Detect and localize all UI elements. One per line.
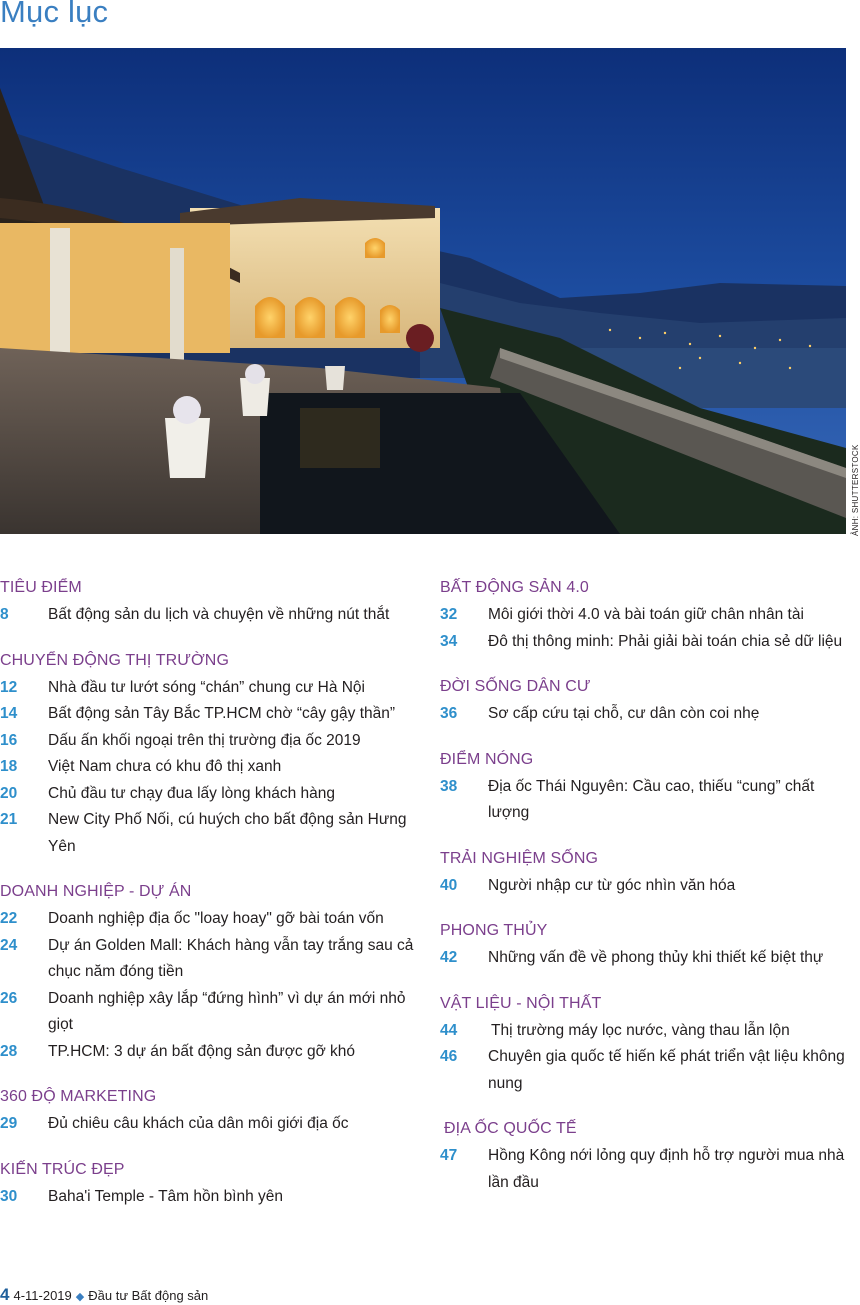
toc-section — [440, 921, 850, 972]
toc-entry[interactable] — [0, 1111, 420, 1138]
toc-section — [440, 1119, 850, 1196]
page-number: 20 — [0, 784, 18, 802]
page-number: 21 — [0, 811, 18, 828]
toc-section — [440, 578, 850, 655]
page-number: 42 — [440, 949, 458, 966]
page-number: 38 — [440, 777, 458, 795]
page-footer — [0, 1285, 208, 1305]
toc-entry[interactable] — [0, 728, 420, 755]
toc-entry[interactable] — [440, 774, 850, 827]
toc-entry[interactable] — [0, 1184, 420, 1211]
page-number: 32 — [440, 606, 458, 623]
toc-section — [440, 750, 850, 827]
section-title: ĐIỂM NÓNG — [440, 750, 534, 768]
section-title: ĐỊA ỐC QUỐC TẾ — [444, 1120, 577, 1137]
entry-title: Những vấn đề về phong thủy khi thiết kế biệt thự — [488, 949, 824, 966]
diamond-icon: ◆ — [75, 1291, 85, 1303]
page-number: 29 — [0, 1115, 18, 1132]
toc-entry[interactable] — [0, 701, 420, 728]
entry-title: Người nhập cư từ góc nhìn văn hóa — [488, 876, 736, 894]
entry-title: Baha'i Temple - Tâm hồn bình yên — [48, 1187, 284, 1205]
entry-title: Môi giới thời 4.0 và bài toán giữ chân nhân tài — [488, 606, 804, 623]
section-title: VẬT LIỆU - NỘI THẤT — [440, 994, 602, 1012]
entry-title: Dấu ấn khối ngoại trên thị trường địa ốc 2019 — [48, 731, 361, 749]
page-number: 46 — [440, 1048, 458, 1065]
toc-section — [440, 994, 850, 1098]
page-number: 16 — [0, 731, 18, 749]
page-title: Mục lục — [0, 0, 109, 29]
toc-entry[interactable] — [0, 986, 420, 1039]
toc-section — [0, 651, 420, 861]
toc-entry[interactable] — [0, 754, 420, 781]
page-number: 22 — [0, 910, 18, 927]
entry-title: Hồng Kông nới lỏng quy định hỗ trợ người mua nhà lần đầu — [488, 1147, 845, 1191]
toc-right-column — [440, 578, 850, 1218]
entry-title: Doanh nghiệp địa ốc "loay hoay" gỡ bài toán vốn — [48, 910, 384, 927]
toc-section — [0, 1160, 420, 1211]
toc-entry[interactable] — [440, 629, 850, 656]
toc-entry[interactable] — [440, 945, 850, 972]
page-number: 26 — [0, 989, 18, 1007]
entry-title: Thị trường máy lọc nước, vàng thau lẫn lộn — [491, 1021, 790, 1039]
section-title: CHUYỂN ĐỘNG THỊ TRƯỜNG — [0, 651, 230, 669]
toc-section — [440, 677, 850, 728]
section-title: 360 ĐỘ MARKETING — [0, 1088, 157, 1105]
page-number: 14 — [0, 705, 18, 722]
toc-entry[interactable] — [440, 1143, 850, 1196]
entry-title: Sơ cấp cứu tại chỗ, cư dân còn coi nhẹ — [488, 705, 760, 722]
section-title: KIẾN TRÚC ĐẸP — [0, 1160, 125, 1178]
toc-entry[interactable] — [0, 1039, 420, 1066]
toc-entry[interactable] — [0, 675, 420, 702]
entry-title: Đô thị thông minh: Phải giải bài toán chia sẻ dữ liệu — [488, 632, 843, 650]
toc-entry[interactable] — [440, 602, 850, 629]
page-number: 24 — [0, 936, 18, 954]
entry-title: Địa ốc Thái Nguyên: Cầu cao, thiếu “cung” chất lượng — [488, 777, 815, 821]
section-title: TRẢI NGHIỆM SỐNG — [440, 849, 599, 867]
toc-entry[interactable] — [440, 701, 850, 728]
entry-title: Việt Nam chưa có khu đô thị xanh — [48, 758, 282, 775]
toc-section — [0, 882, 420, 1065]
footer-date: 4-11-2019 — [13, 1288, 72, 1303]
entry-title: Đủ chiêu câu khách của dân môi giới địa ốc — [48, 1115, 349, 1132]
toc-section — [440, 849, 850, 900]
photo-credit: ẢNH: SHUTTERSTOCK — [851, 444, 860, 536]
page-number: 40 — [440, 876, 458, 894]
toc-section — [0, 578, 420, 629]
toc-entry[interactable] — [0, 807, 420, 860]
footer-publication: Đầu tư Bất động sản — [88, 1288, 209, 1303]
toc-left-column — [0, 578, 420, 1232]
section-title: ĐỜI SỐNG DÂN CƯ — [440, 678, 591, 695]
toc-entry[interactable] — [440, 873, 850, 900]
toc-entry[interactable] — [440, 1044, 850, 1097]
page-number: 28 — [0, 1042, 18, 1060]
page-number: 47 — [440, 1147, 458, 1164]
entry-title: Bất động sản du lịch và chuyện về những nút thắt — [48, 606, 390, 623]
toc-entry[interactable] — [0, 933, 420, 986]
entry-title: Nhà đầu tư lướt sóng “chán” chung cư Hà Nội — [48, 678, 366, 696]
page-number: 12 — [0, 678, 18, 696]
toc-section — [0, 1087, 420, 1138]
toc-entry[interactable] — [0, 781, 420, 808]
villa-photo — [0, 48, 846, 534]
toc-entry[interactable] — [0, 906, 420, 933]
page-number: 8 — [0, 606, 9, 623]
toc-entry[interactable] — [0, 602, 420, 629]
page-number: 44 — [440, 1021, 458, 1039]
footer-page-number: 4 — [0, 1285, 10, 1304]
entry-title: Bất động sản Tây Bắc TP.HCM chờ “cây gậy thần” — [48, 705, 396, 722]
section-title: DOANH NGHIỆP - DỰ ÁN — [0, 883, 192, 900]
page-number: 34 — [440, 632, 458, 650]
section-title: BẤT ĐỘNG SẢN 4.0 — [440, 579, 589, 596]
entry-title: New City Phố Nối, cú huých cho bất động sản Hưng Yên — [48, 811, 407, 855]
page-number: 30 — [0, 1187, 18, 1205]
entry-title: Doanh nghiệp xây lắp “đứng hình” vì dự án mới nhỏ giọt — [48, 989, 406, 1033]
entry-title: Chủ đầu tư chạy đua lấy lòng khách hàng — [48, 784, 335, 802]
toc-entry[interactable] — [440, 1018, 850, 1045]
page-number: 36 — [440, 705, 458, 722]
entry-title: TP.HCM: 3 dự án bất động sản được gỡ khó — [48, 1042, 356, 1060]
entry-title: Chuyên gia quốc tế hiến kế phát triển vật liệu không nung — [488, 1048, 845, 1092]
page-number: 18 — [0, 758, 18, 775]
section-title: PHONG THỦY — [440, 922, 548, 939]
section-title: TIÊU ĐIỂM — [0, 579, 82, 596]
entry-title: Dự án Golden Mall: Khách hàng vẫn tay trắng sau cả chục năm đóng tiền — [48, 936, 414, 980]
